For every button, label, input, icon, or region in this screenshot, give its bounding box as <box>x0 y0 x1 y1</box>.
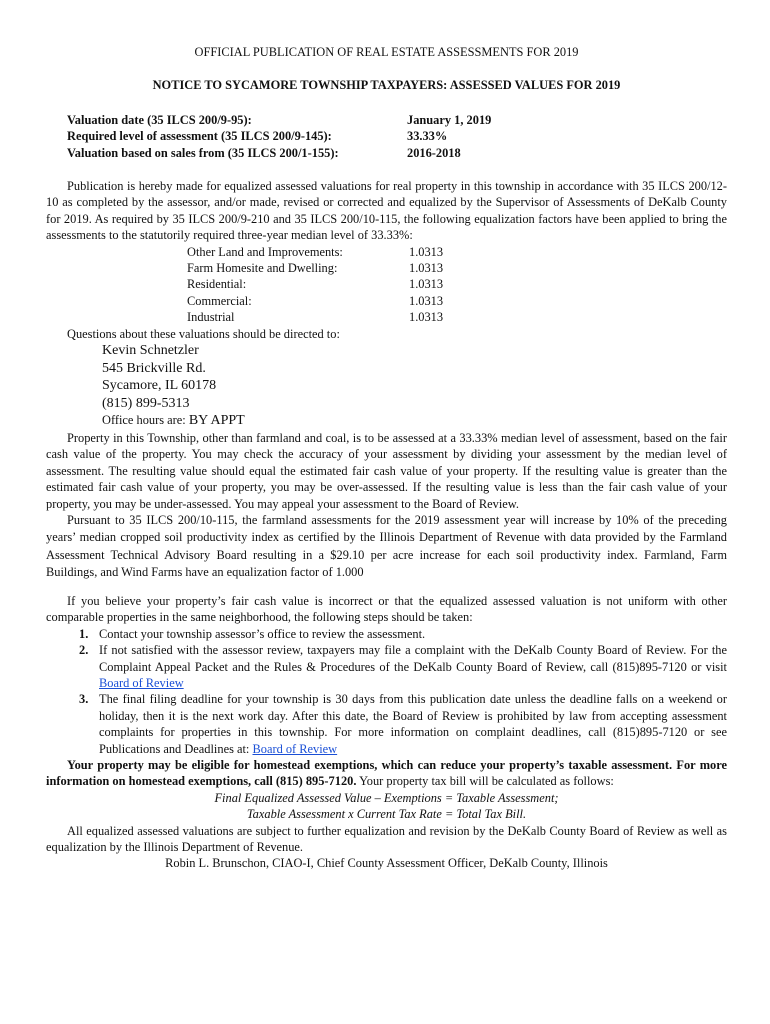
list-item <box>79 626 727 642</box>
formula-line-2: Taxable Assessment x Current Tax Rate = Total Tax Bill. <box>246 807 527 822</box>
contact-phone: (815) 899-5313 <box>102 395 190 411</box>
valuation-date-value: January 1, 2019 <box>407 112 492 127</box>
board-of-review-link[interactable]: Board of Review <box>99 675 184 690</box>
signature-line: Robin L. Brunschon, CIAO-I, Chief County Assessment Officer, DeKalb County, Illinois <box>165 856 608 871</box>
appeal-steps <box>46 626 727 757</box>
step-number: 2. <box>79 643 89 658</box>
step-number: 1. <box>79 626 89 641</box>
list-item <box>79 691 727 757</box>
factor-label: Farm Homesite and Dwelling: <box>187 261 338 276</box>
factor-label: Industrial <box>187 310 235 325</box>
office-hours <box>102 412 727 430</box>
equalization-factors <box>187 244 727 326</box>
formula-line-1: Final Equalized Assessed Value – Exemptions = Taxable Assessment; <box>214 790 559 805</box>
valuation-date-label: Valuation date (35 ILCS 200/9-95): <box>67 112 252 127</box>
factor-value: 1.0313 <box>409 293 444 308</box>
homestead-paragraph <box>46 757 727 790</box>
step-number: 3. <box>79 692 89 707</box>
step-text: The final filing deadline for your township is 30 days from this publication date unless the deadline falls on a weekend or holiday, then it is the next work day. After this date, the Board of Review is prohibited by law from accepting assessment complaints for properties in this township. For more information on complaint deadlines, call (815)895-7120 or see Publications and Deadlines at: <box>99 692 727 756</box>
homestead-bold-text: Your property may be eligible for homestead exemptions, which can reduce your property’s taxable assessment. For more information on homestead exemptions, call (815) 895-7120. <box>46 757 727 789</box>
office-hours-label: Office hours are: <box>102 413 189 428</box>
assessment-level-value: 33.33% <box>407 129 448 144</box>
final-paragraph: All equalized assessed valuations are subject to further equalization and revision by the DeKalb County Board of Review as well as equalization by the Illinois Department of Revenue. <box>46 823 727 854</box>
factor-value: 1.0313 <box>409 261 444 276</box>
assessment-level-label: Required level of assessment (35 ILCS 200/9-145): <box>67 129 332 144</box>
step-text: Contact your township assessor’s office to review the assessment. <box>99 626 426 641</box>
factor-label: Other Land and Improvements: <box>187 244 343 259</box>
sales-period-value: 2016-2018 <box>407 145 461 160</box>
factor-label: Commercial: <box>187 293 252 308</box>
publication-title: OFFICIAL PUBLICATION OF REAL ESTATE ASSESSMENTS FOR 2019 <box>194 45 579 59</box>
contact-street: 545 Brickville Rd. <box>102 360 206 376</box>
steps-intro-paragraph: If you believe your property’s fair cash value is incorrect or that the equalized assessed valuation is not uniform with other comparable properties in the same neighborhood, the following steps should be taken: <box>46 593 727 625</box>
board-of-review-link[interactable]: Board of Review <box>252 741 338 756</box>
contact-name: Kevin Schnetzler <box>102 343 199 359</box>
office-hours-value: BY APPT <box>188 413 245 429</box>
contact-city: Sycamore, IL 60178 <box>102 378 217 394</box>
notice-subtitle: NOTICE TO SYCAMORE TOWNSHIP TAXPAYERS: ASSESSED VALUES FOR 2019 <box>152 78 621 93</box>
contact-block <box>102 342 727 430</box>
valuation-table <box>67 112 727 161</box>
factor-value: 1.0313 <box>409 310 444 325</box>
factor-label: Residential: <box>187 277 247 292</box>
farmland-paragraph: Pursuant to 35 ILCS 200/10-115, the farmland assessments for the 2019 assessment year will increase by 10% of the preceding years’ median cropped soil productivity index as certified by the Illinois Department of Revenue with data provided by the Farmland Assessment Technical Advisory Board resulting in a $29.10 per acre increase for each soil productivity index. Farmland, Farm Buildings, and Wind Farms have an equalization factor of 1.000 <box>46 513 727 579</box>
intro-paragraph: Publication is hereby made for equalized assessed valuations for real property in this township in accordance with 35 ILCS 200/12-10 as completed by the assessor, and/or made, revised or corrected and equalized by the Supervisor of Assessments of DeKalb County for 2019. As required by 35 ILCS 200/9-210 and 35 ILCS 200/10-115, the following equalization factors have been applied to bring the assessments to the statutorily required three-year median level of 33.33%: <box>46 179 727 243</box>
step-text: If not satisfied with the assessor review, taxpayers may file a complaint with the DeKalb County Board of Review. For the Complaint Appeal Packet and the Rules & Procedures of the DeKalb County Board of Review, call (815)895-7120 or visit <box>99 643 727 674</box>
questions-line: Questions about these valuations should be directed to: <box>67 326 340 341</box>
factor-value: 1.0313 <box>409 277 444 292</box>
homestead-text: Your property tax bill will be calculated as follows: <box>356 774 614 789</box>
factor-value: 1.0313 <box>409 244 444 259</box>
notice-document <box>46 44 727 872</box>
list-item <box>79 642 727 691</box>
property-paragraph: Property in this Township, other than farmland and coal, is to be assessed at a 33.33% median level of assessment, based on the fair cash value of the property. You may check the accuracy of your assessment by dividing your assessment by the median level of assessment. The resulting value should equal the estimated fair cash value of your property. If the resulting value is greater than the estimated fair cash value of your property, you may be over-assessed. If the resulting value is less than the fair cash value of your property, you may be under-assessed. You may appeal your assessment to the Board of Review. <box>46 431 727 511</box>
sales-period-label: Valuation based on sales from (35 ILCS 200/1-155): <box>67 145 339 160</box>
